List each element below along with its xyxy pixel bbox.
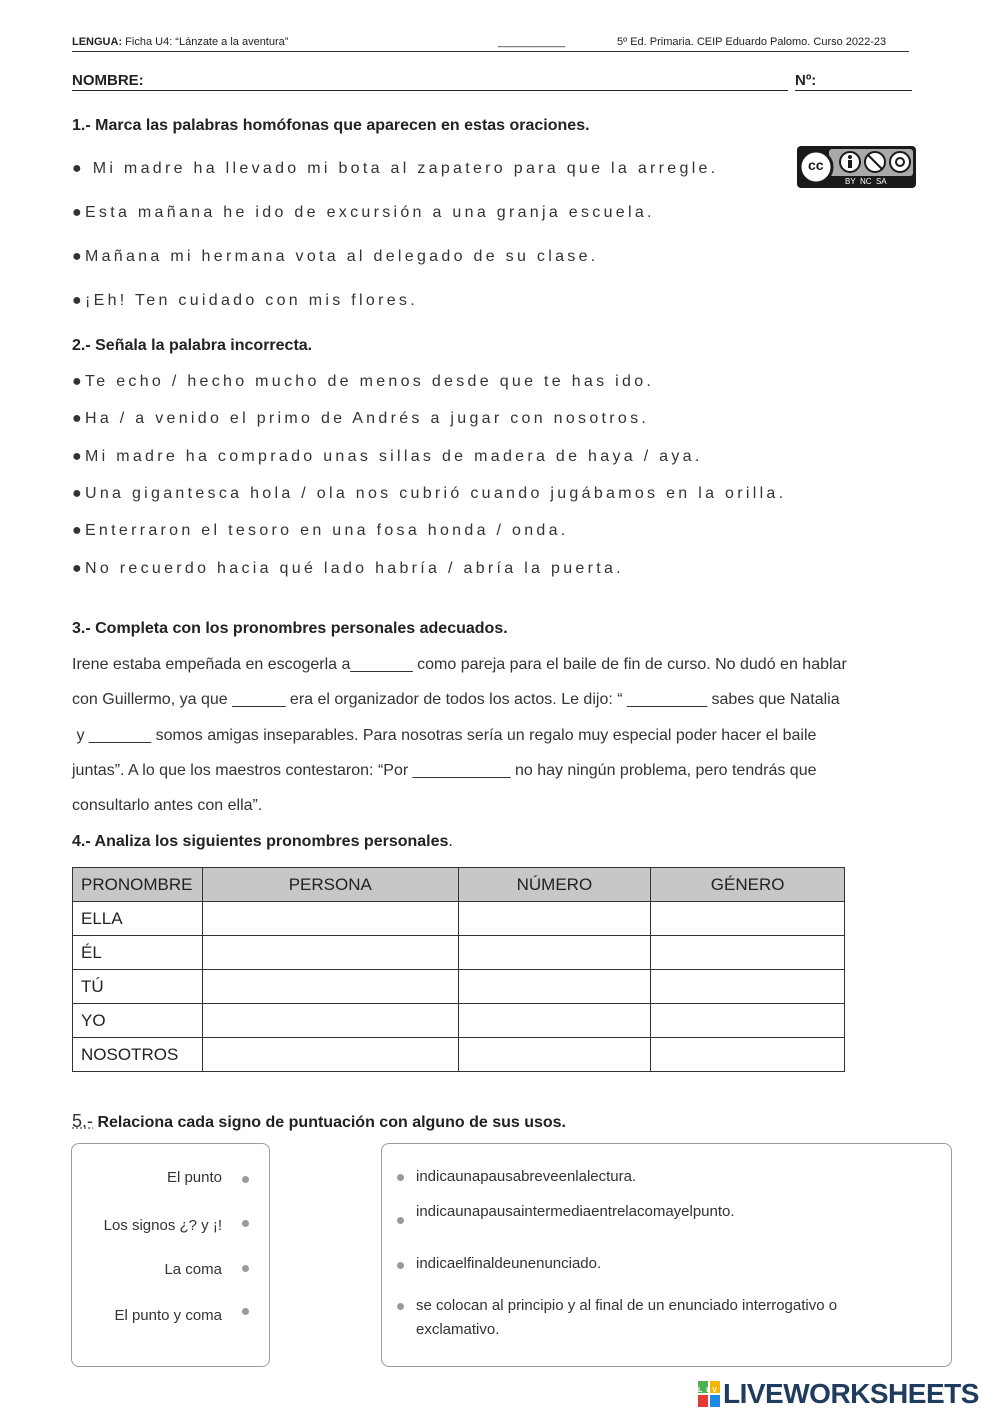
header-blank: ___________ (498, 36, 566, 48)
q5-title-text: Relaciona cada signo de puntuación con alguno de sus usos. (97, 1114, 566, 1131)
q3-line: y _______ somos amigas inseparables. Para nosotras sería un regalo muy especial poder hacer el baile (72, 727, 817, 744)
q4-title-text: 4.- Analiza los siguientes pronombres personales (72, 833, 449, 850)
q1-sentence: ●Esta mañana he ido de excursión a una granja escuela. (72, 204, 655, 221)
sign-label: Los signos ¿? y ¡! (103, 1217, 222, 1234)
q4-title (72, 833, 453, 851)
answer-cell[interactable] (202, 1038, 458, 1072)
q1-sentence: ● Mi madre ha llevado mi bota al zapatero para que la arregle. (72, 160, 719, 177)
answer-cell[interactable] (202, 936, 458, 970)
number-label: Nº: (795, 72, 817, 89)
answer-cell[interactable] (458, 1004, 651, 1038)
q1-sentence: ●Mañana mi hermana vota al delegado de su clase. (72, 248, 599, 265)
live-badge-icon (698, 1381, 720, 1407)
use-text: indicaelfinaldeunenunciado. (416, 1255, 602, 1272)
header-persona: PERSONA (202, 868, 458, 902)
answer-cell[interactable] (458, 970, 651, 1004)
sign-label: La coma (164, 1261, 222, 1278)
table-header-row (73, 868, 845, 902)
header-left (72, 36, 288, 48)
answer-cell[interactable] (202, 970, 458, 1004)
q3-line: Irene estaba empeñada en escogerla a_______ como pareja para el baile de fin de curso. No dudó en hablar (72, 656, 847, 673)
answer-cell[interactable] (202, 902, 458, 936)
q2-sentence: ●Ha / a venido el primo de Andrés a jugar con nosotros. (72, 410, 650, 427)
table-row (73, 1038, 845, 1072)
pronoun-cell: YO (73, 1004, 203, 1038)
q2-sentence: ●Enterraron el tesoro en una fosa honda / onda. (72, 522, 569, 539)
answer-cell[interactable] (651, 970, 845, 1004)
q5-title (72, 1111, 566, 1132)
use-text: indicaunapausaintermediaentrelacomayelpunto. (416, 1203, 735, 1220)
table-row (73, 970, 845, 1004)
use-text: indicaunapausabreveenlalectura. (416, 1168, 637, 1185)
table-row (73, 902, 845, 936)
header-rule (72, 51, 909, 52)
answer-cell[interactable] (458, 902, 651, 936)
q2-sentence: ●Una gigantesca hola / ola nos cubrió cuando jugábamos en la orilla. (72, 485, 787, 502)
pronoun-cell: NOSOTROS (73, 1038, 203, 1072)
pronoun-cell: ELLA (73, 902, 203, 936)
q3-line: juntas”. A lo que los maestros contestaron: “Por ___________ no hay ningún problema, pero tendrás que (72, 762, 817, 779)
cc-terms: BY NC SA (845, 177, 887, 186)
answer-cell[interactable] (651, 1038, 845, 1072)
use-connector-dot[interactable] (397, 1217, 404, 1224)
q1-sentence: ●¡Eh! Ten cuidado con mis flores. (72, 292, 418, 309)
q5-number: 5.- (72, 1111, 94, 1131)
header-course: 5º Ed. Primaria. CEIP Eduardo Palomo. Curso 2022-23 (617, 36, 887, 48)
answer-cell[interactable] (458, 936, 651, 970)
answer-cell[interactable] (651, 1004, 845, 1038)
q1-title: 1.- Marca las palabras homófonas que aparecen en estas oraciones. (72, 117, 590, 134)
q3-line: consultarlo antes con ella”. (72, 797, 263, 814)
pronouns-table (72, 867, 845, 1072)
cc-label: cc (808, 157, 824, 173)
sign-connector-dot[interactable] (242, 1265, 249, 1272)
q2-title: 2.- Señala la palabra incorrecta. (72, 337, 313, 354)
use-connector-dot[interactable] (397, 1174, 404, 1181)
table-row (73, 1004, 845, 1038)
name-field[interactable] (72, 90, 788, 91)
answer-cell[interactable] (202, 1004, 458, 1038)
q3-title: 3.- Completa con los pronombres personales adecuados. (72, 620, 508, 637)
cc-license-badge (797, 146, 916, 188)
answer-cell[interactable] (651, 936, 845, 970)
q2-sentence: ●Te echo / hecho mucho de menos desde que te has ido. (72, 373, 655, 390)
use-connector-dot[interactable] (397, 1303, 404, 1310)
header-pronombre: PRONOMBRE (73, 868, 203, 902)
sign-label: El punto y coma (114, 1307, 222, 1324)
logo-badge: LIVE (698, 1387, 730, 1394)
name-label: NOMBRE: (72, 72, 144, 89)
q4-title-end: . (448, 833, 453, 850)
subject-label: LENGUA: (72, 36, 123, 48)
use-text: se colocan al principio y al final de un enunciado interrogativo o (416, 1297, 838, 1314)
use-connector-dot[interactable] (397, 1262, 404, 1269)
header-genero: GÉNERO (651, 868, 845, 902)
use-text: exclamativo. (416, 1321, 500, 1338)
sign-connector-dot[interactable] (242, 1176, 249, 1183)
answer-cell[interactable] (651, 902, 845, 936)
logo-text: LIVEWORKSHEETS (723, 1378, 979, 1409)
sign-label: El punto (166, 1169, 222, 1186)
sign-connector-dot[interactable] (242, 1308, 249, 1315)
answer-cell[interactable] (458, 1038, 651, 1072)
pronoun-cell: ÉL (73, 936, 203, 970)
header-numero: NÚMERO (458, 868, 651, 902)
sign-connector-dot[interactable] (242, 1220, 249, 1227)
number-field[interactable] (795, 90, 912, 91)
sheet-title: Ficha U4: “Lánzate a la aventura” (125, 36, 289, 48)
table-row (73, 936, 845, 970)
q3-line: con Guillermo, ya que ______ era el organizador de todos los actos. Le dijo: “ _________ sabes que Natalia (72, 691, 840, 708)
liveworksheets-logo (698, 1378, 994, 1410)
q2-sentence: ●Mi madre ha comprado unas sillas de madera de haya / aya. (72, 448, 703, 465)
q2-sentence: ●No recuerdo hacia qué lado habría / abría la puerta. (72, 560, 624, 577)
pronoun-cell: TÚ (73, 970, 203, 1004)
